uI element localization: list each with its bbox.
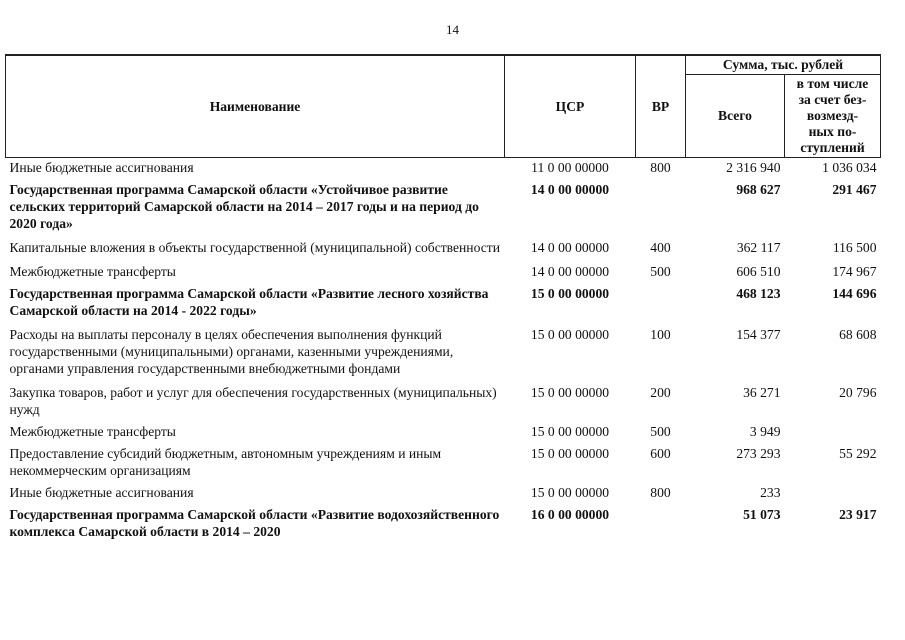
header-name: Наименование (6, 55, 505, 158)
header-grant-line: в том числе (796, 76, 869, 91)
table-row (6, 319, 881, 377)
row-csr: 14 0 00 00000 (530, 240, 610, 255)
row-total: 362 117 (736, 240, 781, 255)
budget-table (5, 54, 881, 540)
table-row (6, 158, 881, 177)
row-csr: 15 0 00 00000 (530, 286, 610, 301)
row-csr: 15 0 00 00000 (530, 327, 610, 342)
row-csr: 15 0 00 00000 (530, 485, 610, 500)
row-total: 968 627 (736, 182, 781, 197)
row-total: 3 949 (749, 424, 781, 439)
row-csr: 14 0 00 00000 (530, 264, 610, 279)
row-grant: 291 467 (832, 182, 877, 197)
header-vr: ВР (636, 55, 686, 158)
row-grant: 20 796 (839, 385, 877, 400)
table-row (6, 176, 881, 232)
table-row (6, 377, 881, 418)
row-name: Закупка товаров, работ и услуг для обеспечения государственных (муниципальных) нужд (9, 385, 497, 417)
row-total: 51 073 (743, 507, 781, 522)
row-name: Государственная программа Самарской области «Развитие водохозяйственного комплекса Самарской области в 2014 – 2020 (9, 507, 500, 539)
row-total: 2 316 940 (726, 160, 781, 175)
table-row (6, 418, 881, 440)
row-vr: 500 (650, 264, 671, 279)
row-grant: 116 500 (832, 240, 877, 255)
header-grant-line: возмезд- (806, 108, 859, 123)
row-csr: 14 0 00 00000 (530, 182, 610, 197)
header-csr: ЦСР (505, 55, 636, 158)
row-grant: 174 967 (832, 264, 877, 279)
row-total: 273 293 (736, 446, 781, 461)
table-row (6, 256, 881, 280)
row-grant: 23 917 (839, 507, 877, 522)
row-vr: 400 (650, 240, 671, 255)
row-total: 233 (760, 485, 781, 500)
table-row (6, 501, 881, 540)
table-header (6, 55, 881, 158)
row-vr: 500 (650, 424, 671, 439)
table-row (6, 440, 881, 479)
row-name: Иные бюджетные ассигнования (9, 485, 194, 500)
row-total: 606 510 (736, 264, 781, 279)
row-grant (785, 418, 881, 440)
row-vr: 800 (650, 160, 671, 175)
row-name: Межбюджетные трансферты (9, 264, 176, 279)
table-row (6, 479, 881, 501)
row-vr (636, 501, 686, 540)
table-row (6, 232, 881, 256)
row-name: Государственная программа Самарской области «Устойчивое развитие сельских территорий Самарской области на 2014 – 2017 годы и на период до 2020 года» (9, 182, 479, 231)
row-total: 154 377 (736, 327, 781, 342)
row-vr: 800 (650, 485, 671, 500)
row-vr (636, 280, 686, 319)
row-name: Межбюджетные трансферты (9, 424, 176, 439)
row-grant: 1 036 034 (822, 160, 877, 175)
row-vr (636, 176, 686, 232)
row-csr: 15 0 00 00000 (530, 424, 610, 439)
row-csr: 11 0 00 00000 (531, 160, 609, 175)
row-grant: 144 696 (832, 286, 877, 301)
row-csr: 15 0 00 00000 (530, 446, 610, 461)
row-csr: 15 0 00 00000 (530, 385, 610, 400)
row-grant (785, 479, 881, 501)
row-total: 468 123 (736, 286, 781, 301)
row-vr: 600 (650, 446, 671, 461)
header-grant-line: ступлений (800, 140, 865, 155)
row-total: 36 271 (743, 385, 781, 400)
row-name: Капитальные вложения в объекты государственной (муниципальной) собственности (9, 240, 500, 255)
row-csr: 16 0 00 00000 (530, 507, 610, 522)
page-number: 14 (446, 22, 459, 37)
row-vr: 100 (650, 327, 671, 342)
table-row (6, 280, 881, 319)
header-total: Всего (686, 75, 785, 158)
header-grant (785, 75, 881, 158)
row-name: Расходы на выплаты персоналу в целях обеспечения выполнения функций государственными (муниципальными) органами, казенными учреждениями, органами управления государственными внебюджетными фондами (9, 327, 454, 376)
header-sum-group: Сумма, тыс. рублей (686, 55, 881, 75)
row-grant: 55 292 (839, 446, 877, 461)
row-name: Государственная программа Самарской области «Развитие лесного хозяйства Самарской области на 2014 - 2022 годы» (9, 286, 489, 318)
row-grant: 68 608 (839, 327, 877, 342)
row-vr: 200 (650, 385, 671, 400)
table-body (6, 158, 881, 541)
row-name: Предоставление субсидий бюджетным, автономным учреждениям и иным некоммерческим организациям (9, 446, 442, 478)
header-grant-line: ных по- (808, 124, 857, 139)
header-grant-line: за счет без- (798, 92, 867, 107)
row-name: Иные бюджетные ассигнования (9, 160, 194, 175)
